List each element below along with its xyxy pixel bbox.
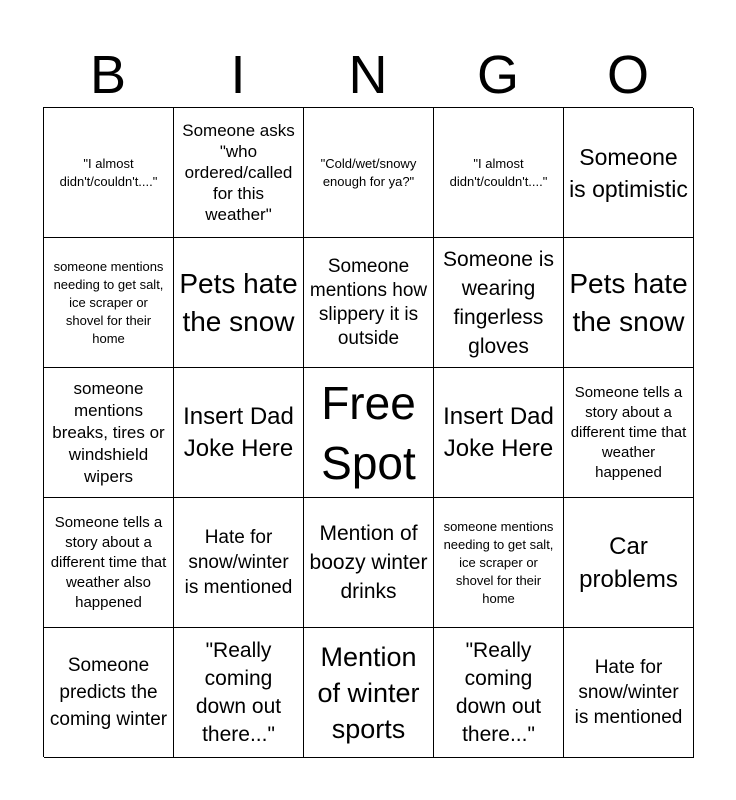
bingo-cell[interactable] <box>304 628 434 758</box>
bingo-cell[interactable] <box>174 108 304 238</box>
bingo-cell[interactable] <box>564 628 694 758</box>
bingo-cell[interactable] <box>434 628 564 758</box>
bingo-cell[interactable] <box>434 108 564 238</box>
bingo-cell[interactable] <box>564 238 694 368</box>
bingo-cell[interactable] <box>564 498 694 628</box>
cell-text: "I almost didn't/couldn't...." <box>59 155 158 189</box>
bingo-cell[interactable] <box>44 498 174 628</box>
bingo-cell[interactable] <box>564 108 694 238</box>
bingo-cell[interactable] <box>304 108 434 238</box>
bingo-cell[interactable] <box>44 628 174 758</box>
cell-text: Car problems <box>579 532 678 593</box>
cell-text: "I almost didn't/couldn't...." <box>449 155 548 189</box>
cell-text: Pets hate the snow <box>179 267 298 337</box>
cell-text: Someone tells a story about a different time that weather happened <box>570 383 687 481</box>
bingo-cell[interactable] <box>304 368 434 498</box>
cell-text: Someone asks "who ordered/called for this weather" <box>182 121 295 224</box>
cell-text: Someone mentions how slippery it is outside <box>309 255 428 349</box>
bingo-cell[interactable] <box>434 498 564 628</box>
cell-text: Mention of winter sports <box>317 641 420 744</box>
cell-text: someone mentions breaks, tires or windshield wipers <box>52 378 165 486</box>
bingo-cell[interactable] <box>304 238 434 368</box>
bingo-card <box>43 107 693 757</box>
cell-text: Pets hate the snow <box>569 267 688 337</box>
header-letter-o: O <box>606 45 649 105</box>
header-letter-g: G <box>476 45 519 105</box>
bingo-cell[interactable] <box>304 498 434 628</box>
bingo-cell[interactable] <box>44 108 174 238</box>
cell-text: Mention of boozy winter drinks <box>309 522 428 603</box>
bingo-cell[interactable] <box>434 238 564 368</box>
cell-text: Someone tells a story about a different time that weather also happened <box>50 513 167 611</box>
bingo-cell[interactable] <box>174 238 304 368</box>
bingo-cell[interactable] <box>564 368 694 498</box>
cell-text: Someone predicts the coming winter <box>49 655 168 730</box>
cell-text: Insert Dad Joke Here <box>183 402 294 462</box>
bingo-cell[interactable] <box>174 628 304 758</box>
cell-text: someone mentions needing to get salt, ice scraper or shovel for their home <box>443 518 554 606</box>
bingo-cell[interactable] <box>44 238 174 368</box>
cell-text: Free Spot <box>321 376 416 489</box>
header-letter-i: I <box>230 45 246 105</box>
header-letter-n: N <box>348 45 388 105</box>
cell-text: someone mentions needing to get salt, ice scraper or shovel for their home <box>53 258 164 346</box>
bingo-cell[interactable] <box>434 368 564 498</box>
cell-text: "Really coming down out there..." <box>195 638 282 746</box>
cell-text: "Really coming down out there..." <box>455 638 542 746</box>
bingo-header <box>43 44 693 106</box>
bingo-cell[interactable] <box>174 498 304 628</box>
cell-text: Insert Dad Joke Here <box>443 402 554 462</box>
cell-text: Hate for snow/winter is mentioned <box>574 657 683 728</box>
bingo-cell[interactable] <box>44 368 174 498</box>
header-letter-b: B <box>89 45 127 105</box>
cell-text: Hate for snow/winter is mentioned <box>184 527 293 598</box>
cell-text: Someone is wearing fingerless gloves <box>443 247 554 358</box>
cell-text: Someone is optimistic <box>569 143 688 202</box>
cell-text: "Cold/wet/snowy enough for ya?" <box>320 155 417 189</box>
bingo-cell[interactable] <box>174 368 304 498</box>
